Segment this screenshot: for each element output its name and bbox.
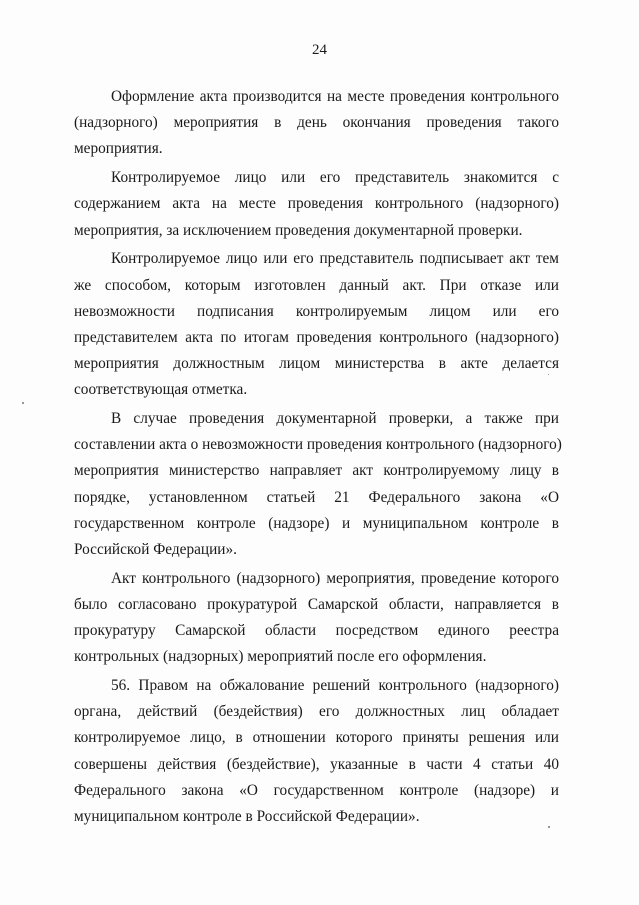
text-line: Контролируемое лицо или его представитель знакомится с [111,169,559,187]
text-line: 56. Правом на обжалование решений контрольного (надзорного) [111,677,559,695]
text-line: соответствующая отметка. [74,381,248,399]
text-line: (надзорного) мероприятия в день окончания проведения такого [74,114,559,132]
text-line: В случае проведения документарной проверки, а также при [111,410,559,428]
text-line: контрольных (надзорных) мероприятий после его оформления. [74,648,487,666]
paragraph [74,246,559,403]
text-line: совершены действия (бездействие), указанные в части 4 статьи 40 [74,755,559,773]
text-line: Контролируемое лицо или его представитель подписывает акт тем [111,250,559,268]
text-line: мероприятия, за исключением проведения документарной проверки. [74,221,523,239]
text-line: Федерального закона «О государственном контроле (надзоре) и [74,781,559,799]
text-line: было согласовано прокуратурой Самарской области, направляется в [74,595,559,613]
text-line: прокуратуру Самарской области посредством единого реестра [74,622,559,640]
text-line: невозможности подписания контролируемым лицом или его [74,302,559,320]
paragraph [74,165,559,244]
page-number: 24 [312,42,327,58]
document-body [74,84,562,830]
text-line: мероприятия. [74,140,163,158]
paragraph [74,566,559,671]
text-line: содержанием акта на месте проведения контрольного (надзорного) [74,195,559,213]
text-line: представителем акта по итогам проведения контрольного (надзорного) [74,328,559,346]
scan-speck [548,374,549,375]
text-line: мероприятия должностным лицом министерства в акте делается [74,355,559,373]
text-line: же способом, которым изготовлен данный акт. При отказе или [74,276,559,294]
text-line: Российской Федерации». [74,540,237,558]
text-line: Оформление акта производится на месте проведения контрольного [111,88,559,105]
paragraph [74,406,562,563]
text-line: государственном контроле (надзоре) и муниципальном контроле в [74,514,559,532]
text-line: контролируемое лицо, в отношении которого приняты решения или [74,729,559,747]
text-line: муниципальном контроле в Российской Федерации». [74,808,420,826]
text-line: органа, действий (бездействия) его должностных лиц обладает [74,703,559,721]
paragraph [74,673,559,830]
scan-speck [548,826,550,828]
text-line: составлении акта о невозможности проведения контрольного (надзорного) [74,436,562,454]
scan-speck [22,402,24,404]
text-line: порядке, установленном статьей 21 Федерального закона «О [74,488,559,506]
paragraph [74,84,559,163]
text-line: Акт контрольного (надзорного) мероприятия, проведение которого [111,569,559,587]
text-line: мероприятия министерство направляет акт контролируемому лицу в [74,462,559,480]
